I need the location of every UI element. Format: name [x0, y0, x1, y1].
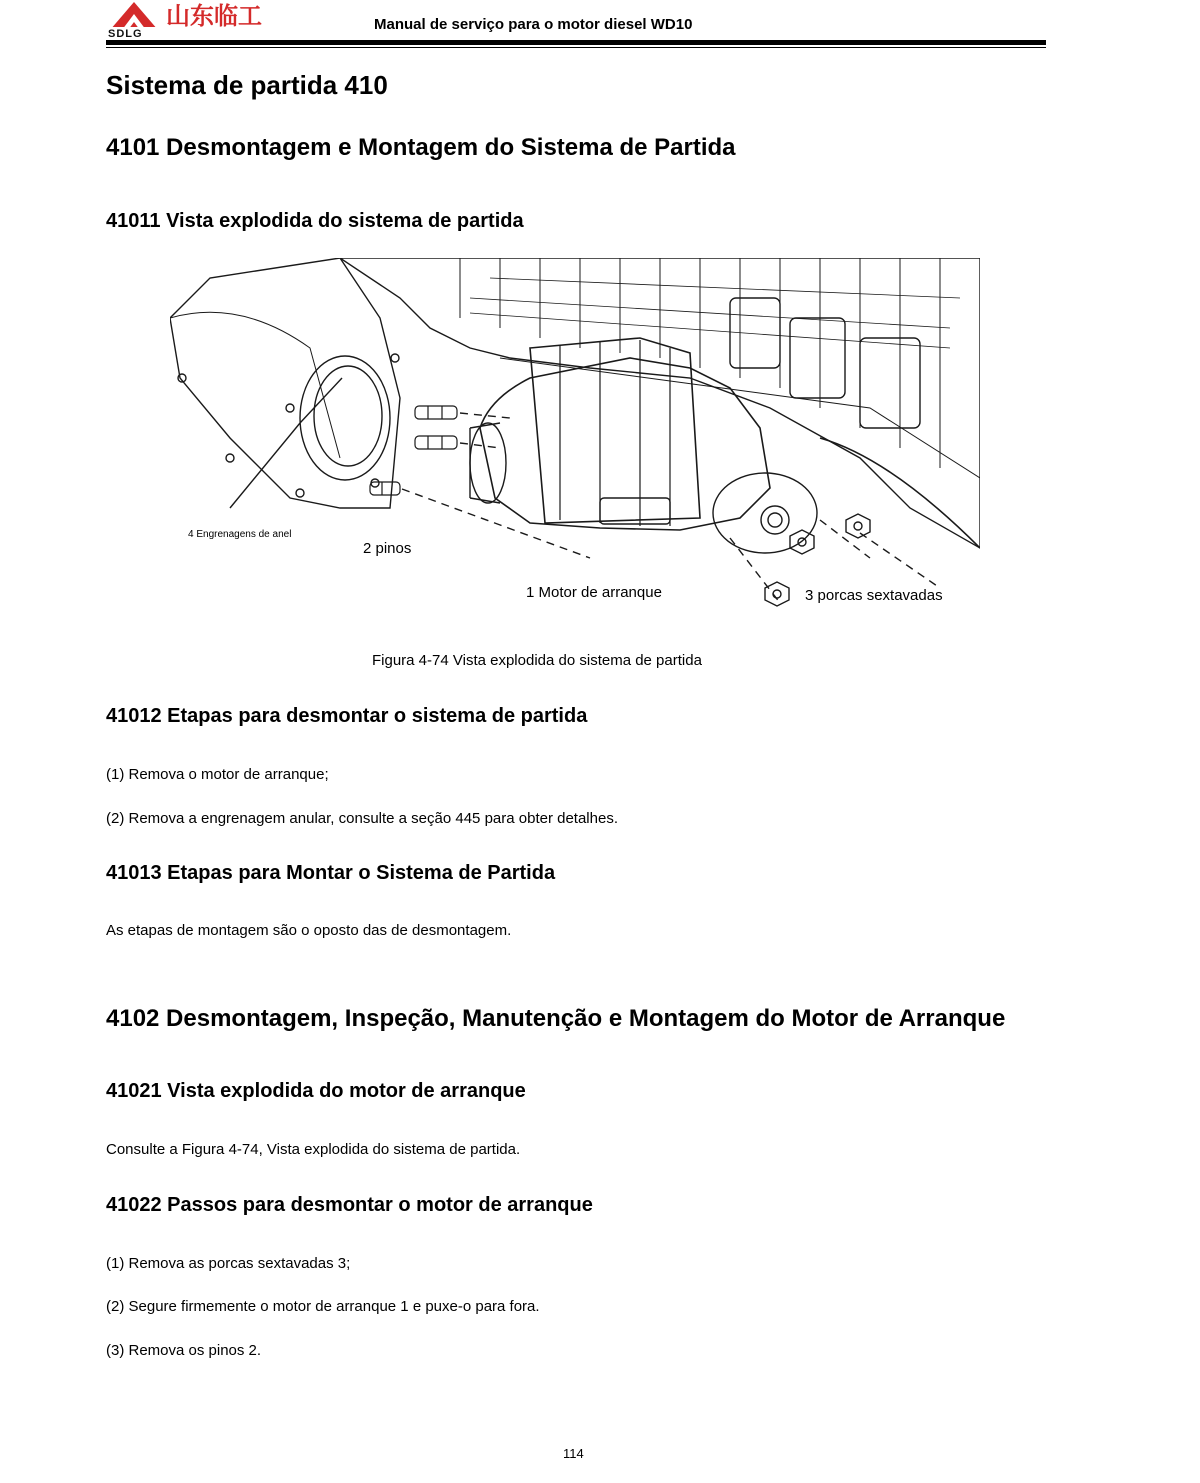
header-title: Manual de serviço para o motor diesel WD10 — [374, 16, 693, 33]
section-41022-title: 41022 Passos para desmontar o motor de arranque — [106, 1194, 593, 1216]
chapter-title: Sistema de partida 410 — [106, 70, 388, 100]
step-text: (2) Segure firmemente o motor de arranque 1 e puxe-o para fora. — [106, 1298, 540, 1315]
callout-starter-motor: 1 Motor de arranque — [526, 584, 662, 601]
callout-pins: 2 pinos — [363, 540, 412, 557]
section-41013-title: 41013 Etapas para Montar o Sistema de Partida — [106, 862, 556, 884]
header-rule-thin — [106, 47, 1046, 48]
exploded-view-figure — [170, 258, 980, 620]
section-4101-title: 4101 Desmontagem e Montagem do Sistema de Partida — [106, 134, 736, 161]
step-text: (3) Remova os pinos 2. — [106, 1342, 262, 1359]
callout-hex-nuts: 3 porcas sextavadas — [805, 587, 943, 604]
step-text: (1) Remova as porcas sextavadas 3; — [106, 1255, 351, 1272]
step-text: (1) Remova o motor de arranque; — [106, 766, 329, 783]
paragraph-text: As etapas de montagem são o oposto das de desmontagem. — [106, 922, 512, 939]
sdlg-logo — [106, 0, 316, 38]
callout-ring-gears: 4 Engrenagens de anel — [188, 529, 292, 540]
section-41012-title: 41012 Etapas para desmontar o sistema de partida — [106, 705, 588, 727]
figure-caption: Figura 4-74 Vista explodida do sistema de partida — [372, 652, 702, 669]
section-4102-title: 4102 Desmontagem, Inspeção, Manutenção e Montagem do Motor de Arranque — [106, 1005, 1006, 1032]
page-number: 114 — [563, 1446, 584, 1461]
logo-text: 山东临工 — [166, 2, 262, 30]
section-41021-title: 41021 Vista explodida do motor de arranque — [106, 1080, 526, 1102]
section-41011-title: 41011 Vista explodida do sistema de partida — [106, 210, 524, 232]
logo-subtext: SDLG — [108, 28, 143, 38]
header-rule — [106, 40, 1046, 45]
step-text: (2) Remova a engrenagem anular, consulte a seção 445 para obter detalhes. — [106, 810, 618, 827]
paragraph-text: Consulte a Figura 4-74, Vista explodida do sistema de partida. — [106, 1141, 521, 1158]
